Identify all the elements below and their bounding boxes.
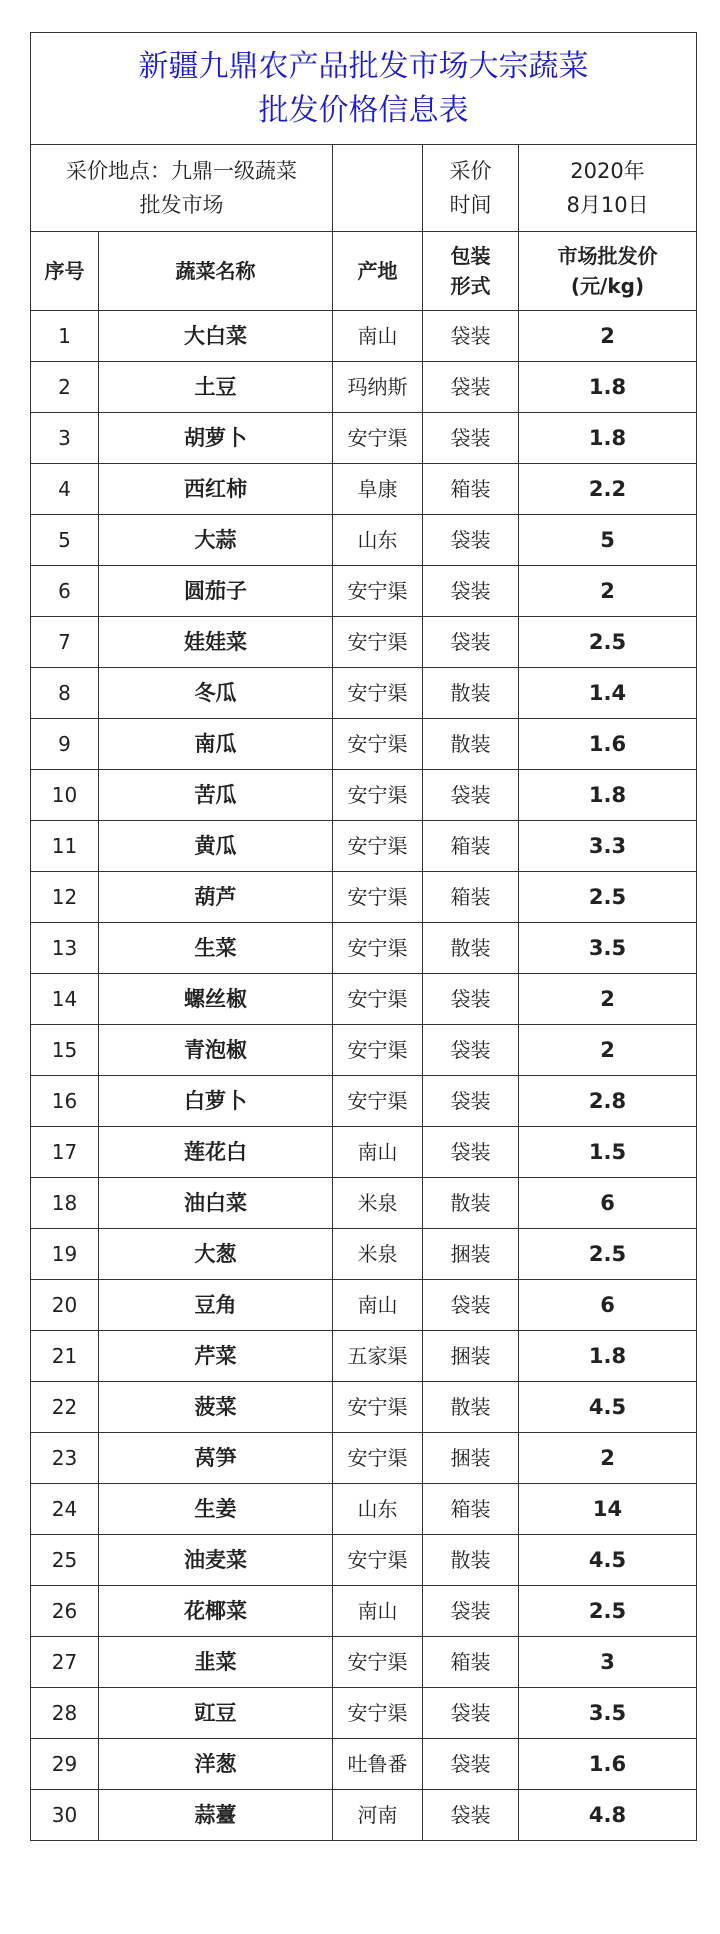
cell-origin: 玛纳斯 (333, 362, 423, 413)
cell-name: 黄瓜 (99, 821, 333, 872)
cell-pack: 袋装 (423, 1739, 519, 1790)
table-row (31, 923, 697, 974)
cell-pack: 箱装 (423, 821, 519, 872)
table-row (31, 821, 697, 872)
cell-pack: 袋装 (423, 566, 519, 617)
cell-price: 3 (519, 1637, 697, 1688)
cell-price: 6 (519, 1280, 697, 1331)
cell-name: 蒜薹 (99, 1790, 333, 1841)
cell-origin: 安宁渠 (333, 821, 423, 872)
table-row (31, 1637, 697, 1688)
title-row (31, 33, 697, 145)
cell-price: 1.4 (519, 668, 697, 719)
cell-no: 3 (31, 413, 99, 464)
cell-pack: 袋装 (423, 311, 519, 362)
table-row (31, 1076, 697, 1127)
cell-origin: 安宁渠 (333, 1076, 423, 1127)
cell-pack: 袋装 (423, 1127, 519, 1178)
cell-name: 豇豆 (99, 1688, 333, 1739)
title-line-2: 批发价格信息表 (258, 92, 469, 128)
cell-no: 28 (31, 1688, 99, 1739)
table-row (31, 1127, 697, 1178)
cell-name: 芹菜 (99, 1331, 333, 1382)
table-row (31, 311, 697, 362)
table-row (31, 770, 697, 821)
cell-name: 莲花白 (99, 1127, 333, 1178)
cell-pack: 散装 (423, 668, 519, 719)
cell-name: 南瓜 (99, 719, 333, 770)
table-row (31, 668, 697, 719)
cell-no: 8 (31, 668, 99, 719)
table-row (31, 1484, 697, 1535)
cell-origin: 安宁渠 (333, 617, 423, 668)
cell-pack: 散装 (423, 719, 519, 770)
cell-no: 15 (31, 1025, 99, 1076)
cell-pack: 捆装 (423, 1331, 519, 1382)
cell-price: 2 (519, 1025, 697, 1076)
cell-pack: 袋装 (423, 1790, 519, 1841)
cell-name: 菠菜 (99, 1382, 333, 1433)
table-row (31, 1280, 697, 1331)
cell-origin: 安宁渠 (333, 719, 423, 770)
table-row (31, 1229, 697, 1280)
table-row (31, 1790, 697, 1841)
cell-origin: 吐鲁番 (333, 1739, 423, 1790)
cell-origin: 安宁渠 (333, 1025, 423, 1076)
title-line-1: 新疆九鼎农产品批发市场大宗蔬菜 (138, 48, 589, 84)
cell-price: 1.8 (519, 413, 697, 464)
cell-no: 2 (31, 362, 99, 413)
cell-price: 5 (519, 515, 697, 566)
table-row (31, 872, 697, 923)
cell-name: 油麦菜 (99, 1535, 333, 1586)
cell-name: 生姜 (99, 1484, 333, 1535)
header-row (31, 232, 697, 311)
cell-price: 2.5 (519, 1229, 697, 1280)
cell-price: 2.5 (519, 1586, 697, 1637)
cell-no: 21 (31, 1331, 99, 1382)
cell-no: 20 (31, 1280, 99, 1331)
cell-name: 莴笋 (99, 1433, 333, 1484)
cell-name: 豆角 (99, 1280, 333, 1331)
header-price-line-1: 市场批发价 (557, 244, 658, 268)
table-row (31, 1178, 697, 1229)
cell-origin: 米泉 (333, 1229, 423, 1280)
cell-price: 6 (519, 1178, 697, 1229)
table-row (31, 719, 697, 770)
cell-origin: 安宁渠 (333, 1535, 423, 1586)
cell-pack: 袋装 (423, 1586, 519, 1637)
cell-no: 7 (31, 617, 99, 668)
cell-pack: 袋装 (423, 362, 519, 413)
cell-origin: 安宁渠 (333, 1637, 423, 1688)
header-pack (423, 232, 519, 311)
cell-price: 2.5 (519, 872, 697, 923)
cell-price: 2 (519, 1433, 697, 1484)
table-row (31, 1739, 697, 1790)
cell-pack: 散装 (423, 1382, 519, 1433)
cell-name: 娃娃菜 (99, 617, 333, 668)
cell-name: 大蒜 (99, 515, 333, 566)
cell-no: 22 (31, 1382, 99, 1433)
cell-price: 14 (519, 1484, 697, 1535)
cell-no: 23 (31, 1433, 99, 1484)
cell-pack: 袋装 (423, 1280, 519, 1331)
table-row (31, 974, 697, 1025)
cell-pack: 袋装 (423, 1688, 519, 1739)
table-row (31, 362, 697, 413)
cell-no: 26 (31, 1586, 99, 1637)
cell-no: 27 (31, 1637, 99, 1688)
cell-price: 2 (519, 974, 697, 1025)
cell-no: 19 (31, 1229, 99, 1280)
header-pack-line-1: 包装 (450, 244, 491, 268)
table-row (31, 1025, 697, 1076)
cell-name: 螺丝椒 (99, 974, 333, 1025)
cell-name: 葫芦 (99, 872, 333, 923)
cell-price: 2.8 (519, 1076, 697, 1127)
header-price-line-2: (元/kg) (570, 274, 645, 298)
info-row (31, 145, 697, 232)
cell-origin: 安宁渠 (333, 770, 423, 821)
cell-price: 2 (519, 311, 697, 362)
table-row (31, 1586, 697, 1637)
cell-origin: 安宁渠 (333, 1688, 423, 1739)
page-title (31, 33, 697, 145)
table-row (31, 1382, 697, 1433)
cell-pack: 散装 (423, 1535, 519, 1586)
cell-name: 韭菜 (99, 1637, 333, 1688)
cell-origin: 河南 (333, 1790, 423, 1841)
cell-origin: 山东 (333, 515, 423, 566)
cell-no: 10 (31, 770, 99, 821)
cell-origin: 安宁渠 (333, 1433, 423, 1484)
cell-name: 苦瓜 (99, 770, 333, 821)
cell-origin: 安宁渠 (333, 974, 423, 1025)
time-label-line-2: 时间 (449, 193, 492, 217)
price-table (30, 32, 697, 1841)
cell-name: 冬瓜 (99, 668, 333, 719)
cell-origin: 安宁渠 (333, 872, 423, 923)
cell-name: 生菜 (99, 923, 333, 974)
table-row (31, 1433, 697, 1484)
cell-pack: 箱装 (423, 872, 519, 923)
time-label-line-1: 采价 (449, 159, 492, 183)
table-row (31, 464, 697, 515)
cell-pack: 箱装 (423, 464, 519, 515)
cell-origin: 南山 (333, 1280, 423, 1331)
cell-no: 24 (31, 1484, 99, 1535)
cell-no: 18 (31, 1178, 99, 1229)
cell-pack: 袋装 (423, 770, 519, 821)
cell-name: 胡萝卜 (99, 413, 333, 464)
cell-origin: 五家渠 (333, 1331, 423, 1382)
cell-no: 17 (31, 1127, 99, 1178)
cell-no: 16 (31, 1076, 99, 1127)
cell-name: 青泡椒 (99, 1025, 333, 1076)
cell-no: 1 (31, 311, 99, 362)
date-line-1: 2020年 (570, 159, 645, 183)
location-cell (31, 145, 333, 232)
cell-price: 2.5 (519, 617, 697, 668)
cell-price: 1.8 (519, 362, 697, 413)
cell-pack: 散装 (423, 1178, 519, 1229)
price-sheet (30, 32, 696, 1841)
cell-pack: 箱装 (423, 1637, 519, 1688)
cell-name: 白萝卜 (99, 1076, 333, 1127)
cell-pack: 袋装 (423, 413, 519, 464)
cell-price: 2 (519, 566, 697, 617)
cell-no: 5 (31, 515, 99, 566)
cell-pack: 散装 (423, 923, 519, 974)
header-origin: 产地 (333, 232, 423, 311)
cell-name: 油白菜 (99, 1178, 333, 1229)
header-price (519, 232, 697, 311)
date-line-2: 8月10日 (566, 193, 649, 217)
cell-name: 洋葱 (99, 1739, 333, 1790)
cell-origin: 安宁渠 (333, 668, 423, 719)
cell-price: 1.6 (519, 719, 697, 770)
cell-no: 11 (31, 821, 99, 872)
cell-no: 9 (31, 719, 99, 770)
table-row (31, 413, 697, 464)
cell-price: 4.5 (519, 1382, 697, 1433)
cell-price: 1.8 (519, 770, 697, 821)
cell-no: 25 (31, 1535, 99, 1586)
cell-price: 1.8 (519, 1331, 697, 1382)
cell-origin: 安宁渠 (333, 1382, 423, 1433)
cell-pack: 袋装 (423, 974, 519, 1025)
header-name: 蔬菜名称 (99, 232, 333, 311)
time-label-cell (423, 145, 519, 232)
table-row (31, 1688, 697, 1739)
cell-origin: 南山 (333, 1127, 423, 1178)
cell-origin: 安宁渠 (333, 413, 423, 464)
cell-pack: 捆装 (423, 1229, 519, 1280)
table-row (31, 617, 697, 668)
cell-price: 3.5 (519, 1688, 697, 1739)
cell-origin: 山东 (333, 1484, 423, 1535)
cell-name: 大白菜 (99, 311, 333, 362)
cell-no: 4 (31, 464, 99, 515)
cell-name: 土豆 (99, 362, 333, 413)
cell-price: 3.3 (519, 821, 697, 872)
cell-price: 4.5 (519, 1535, 697, 1586)
empty-info-cell (333, 145, 423, 232)
cell-pack: 捆装 (423, 1433, 519, 1484)
cell-origin: 安宁渠 (333, 923, 423, 974)
cell-no: 12 (31, 872, 99, 923)
cell-origin: 安宁渠 (333, 566, 423, 617)
cell-no: 29 (31, 1739, 99, 1790)
cell-no: 6 (31, 566, 99, 617)
table-row (31, 1535, 697, 1586)
cell-pack: 袋装 (423, 1076, 519, 1127)
cell-origin: 米泉 (333, 1178, 423, 1229)
cell-name: 圆茄子 (99, 566, 333, 617)
cell-name: 花椰菜 (99, 1586, 333, 1637)
location-line-1: 采价地点：九鼎一级蔬菜 (66, 159, 297, 183)
cell-no: 14 (31, 974, 99, 1025)
location-line-2: 批发市场 (139, 193, 224, 217)
cell-price: 1.6 (519, 1739, 697, 1790)
table-row (31, 515, 697, 566)
table-row (31, 566, 697, 617)
cell-price: 3.5 (519, 923, 697, 974)
date-cell (519, 145, 697, 232)
cell-price: 1.5 (519, 1127, 697, 1178)
cell-price: 2.2 (519, 464, 697, 515)
cell-name: 大葱 (99, 1229, 333, 1280)
cell-pack: 袋装 (423, 617, 519, 668)
cell-pack: 箱装 (423, 1484, 519, 1535)
cell-origin: 阜康 (333, 464, 423, 515)
cell-price: 4.8 (519, 1790, 697, 1841)
cell-no: 30 (31, 1790, 99, 1841)
table-row (31, 1331, 697, 1382)
header-no: 序号 (31, 232, 99, 311)
cell-pack: 袋装 (423, 1025, 519, 1076)
cell-origin: 南山 (333, 1586, 423, 1637)
cell-pack: 袋装 (423, 515, 519, 566)
cell-origin: 南山 (333, 311, 423, 362)
cell-no: 13 (31, 923, 99, 974)
cell-name: 西红柿 (99, 464, 333, 515)
header-pack-line-2: 形式 (450, 274, 491, 298)
